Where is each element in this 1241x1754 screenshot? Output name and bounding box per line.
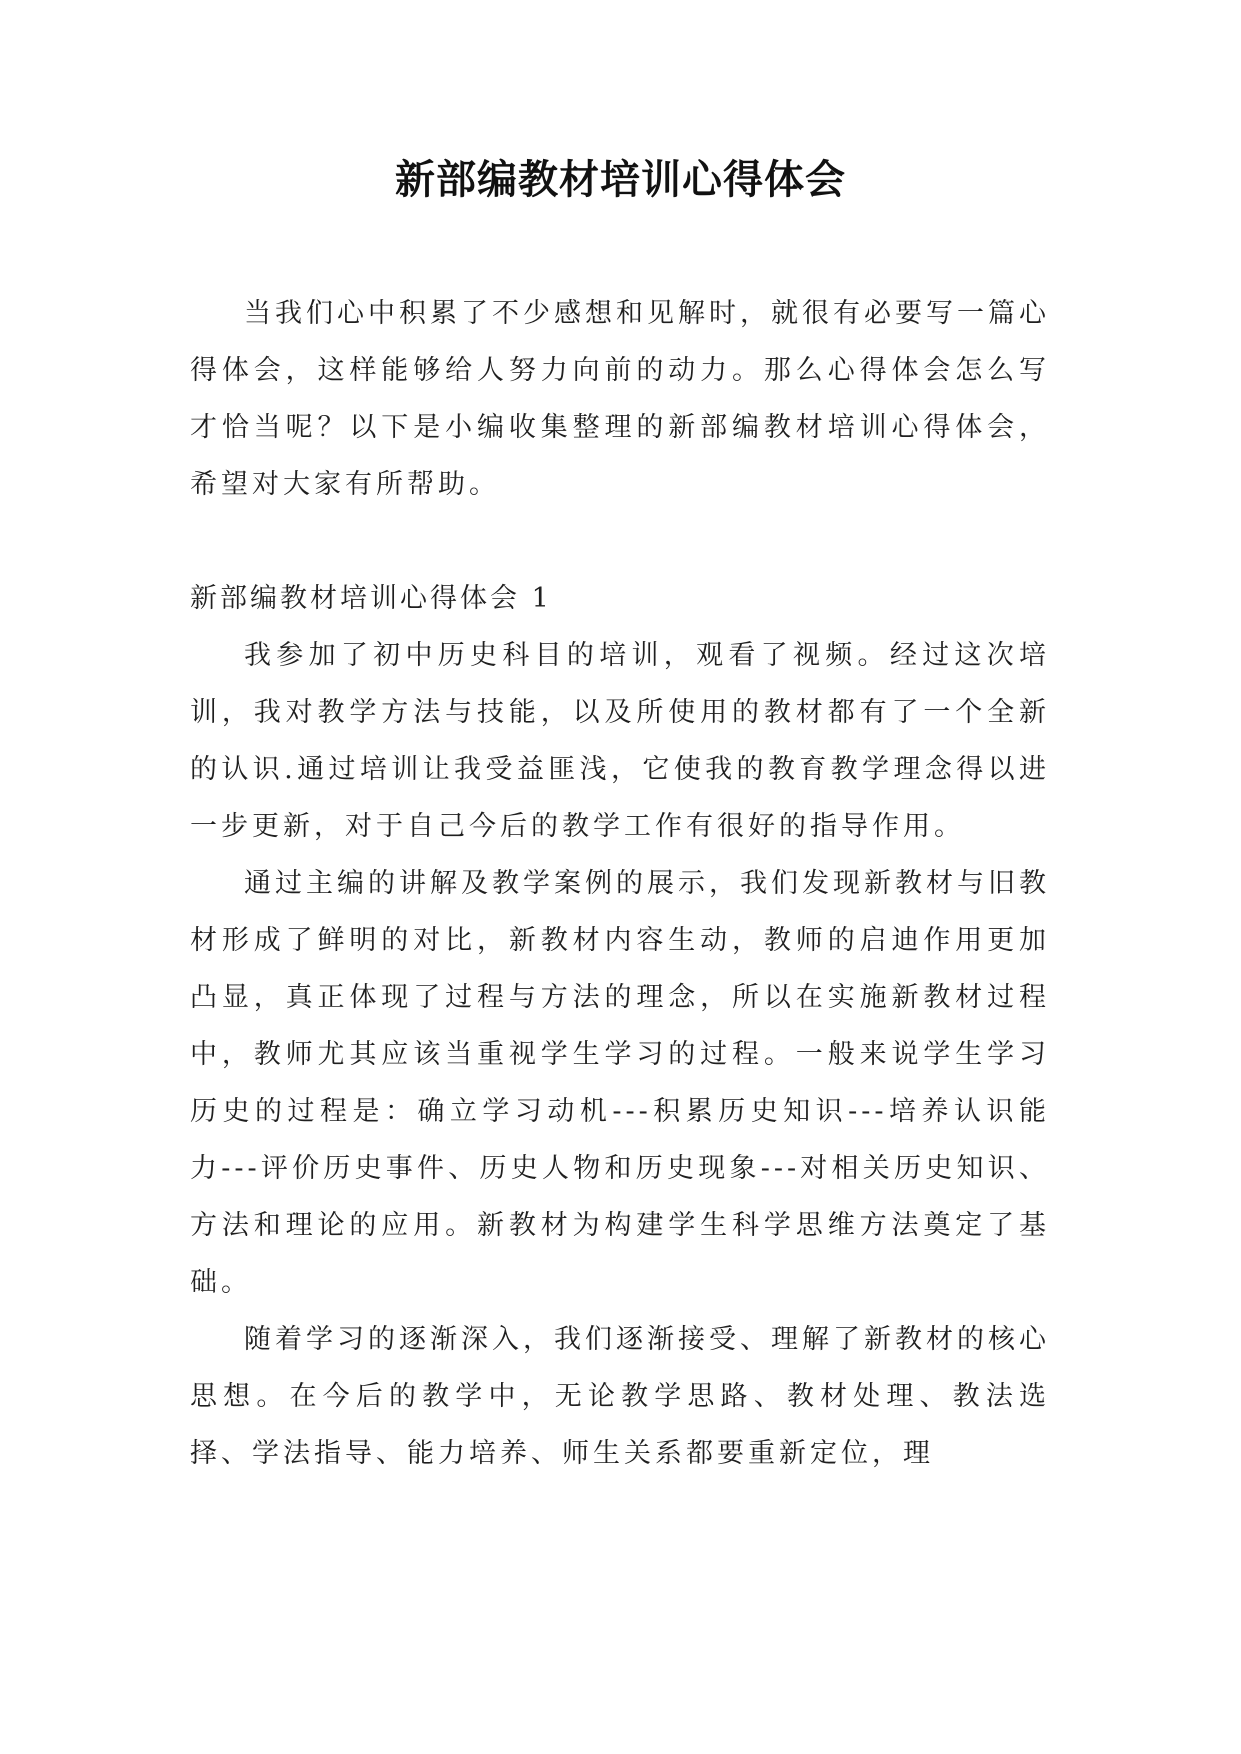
body-paragraph-2: 通过主编的讲解及教学案例的展示，我们发现新教材与旧教材形成了鲜明的对比，新教材内容生动，教师的启迪作用更加凸显，真正体现了过程与方法的理念，所以在实施新教材过程中，教师尤其应该当重视学生学习的过程。一般来说学生学习历史的过程是：确立学习动机---积累历史知识---培养认识能力---评价历史事件、历史人物和历史现象---对相关历史知识、方法和理论的应用。新教材为构建学生科学思维方法奠定了基础。 bbox=[190, 868, 1050, 1298]
body-paragraph-1: 我参加了初中历史科目的培训，观看了视频。经过这次培训，我对教学方法与技能，以及所使用的教材都有了一个全新的认识.通过培训让我受益匪浅，它使我的教育教学理念得以进一步更新，对于自己今后的教学工作有很好的指导作用。 bbox=[190, 640, 1050, 842]
document-title: 新部编教材培训心得体会 bbox=[395, 156, 846, 203]
document-body bbox=[190, 285, 1050, 1482]
intro-paragraph: 当我们心中积累了不少感想和见解时，就很有必要写一篇心得体会，这样能够给人努力向前的动力。那么心得体会怎么写才恰当呢？以下是小编收集整理的新部编教材培训心得体会，希望对大家有所帮助。 bbox=[190, 298, 1050, 500]
body-paragraph-3: 随着学习的逐渐深入，我们逐渐接受、理解了新教材的核心思想。在今后的教学中，无论教学思路、教材处理、教法选择、学法指导、能力培养、师生关系都要重新定位，理 bbox=[190, 1324, 1050, 1469]
section-heading: 新部编教材培训心得体会 1 bbox=[190, 583, 552, 614]
